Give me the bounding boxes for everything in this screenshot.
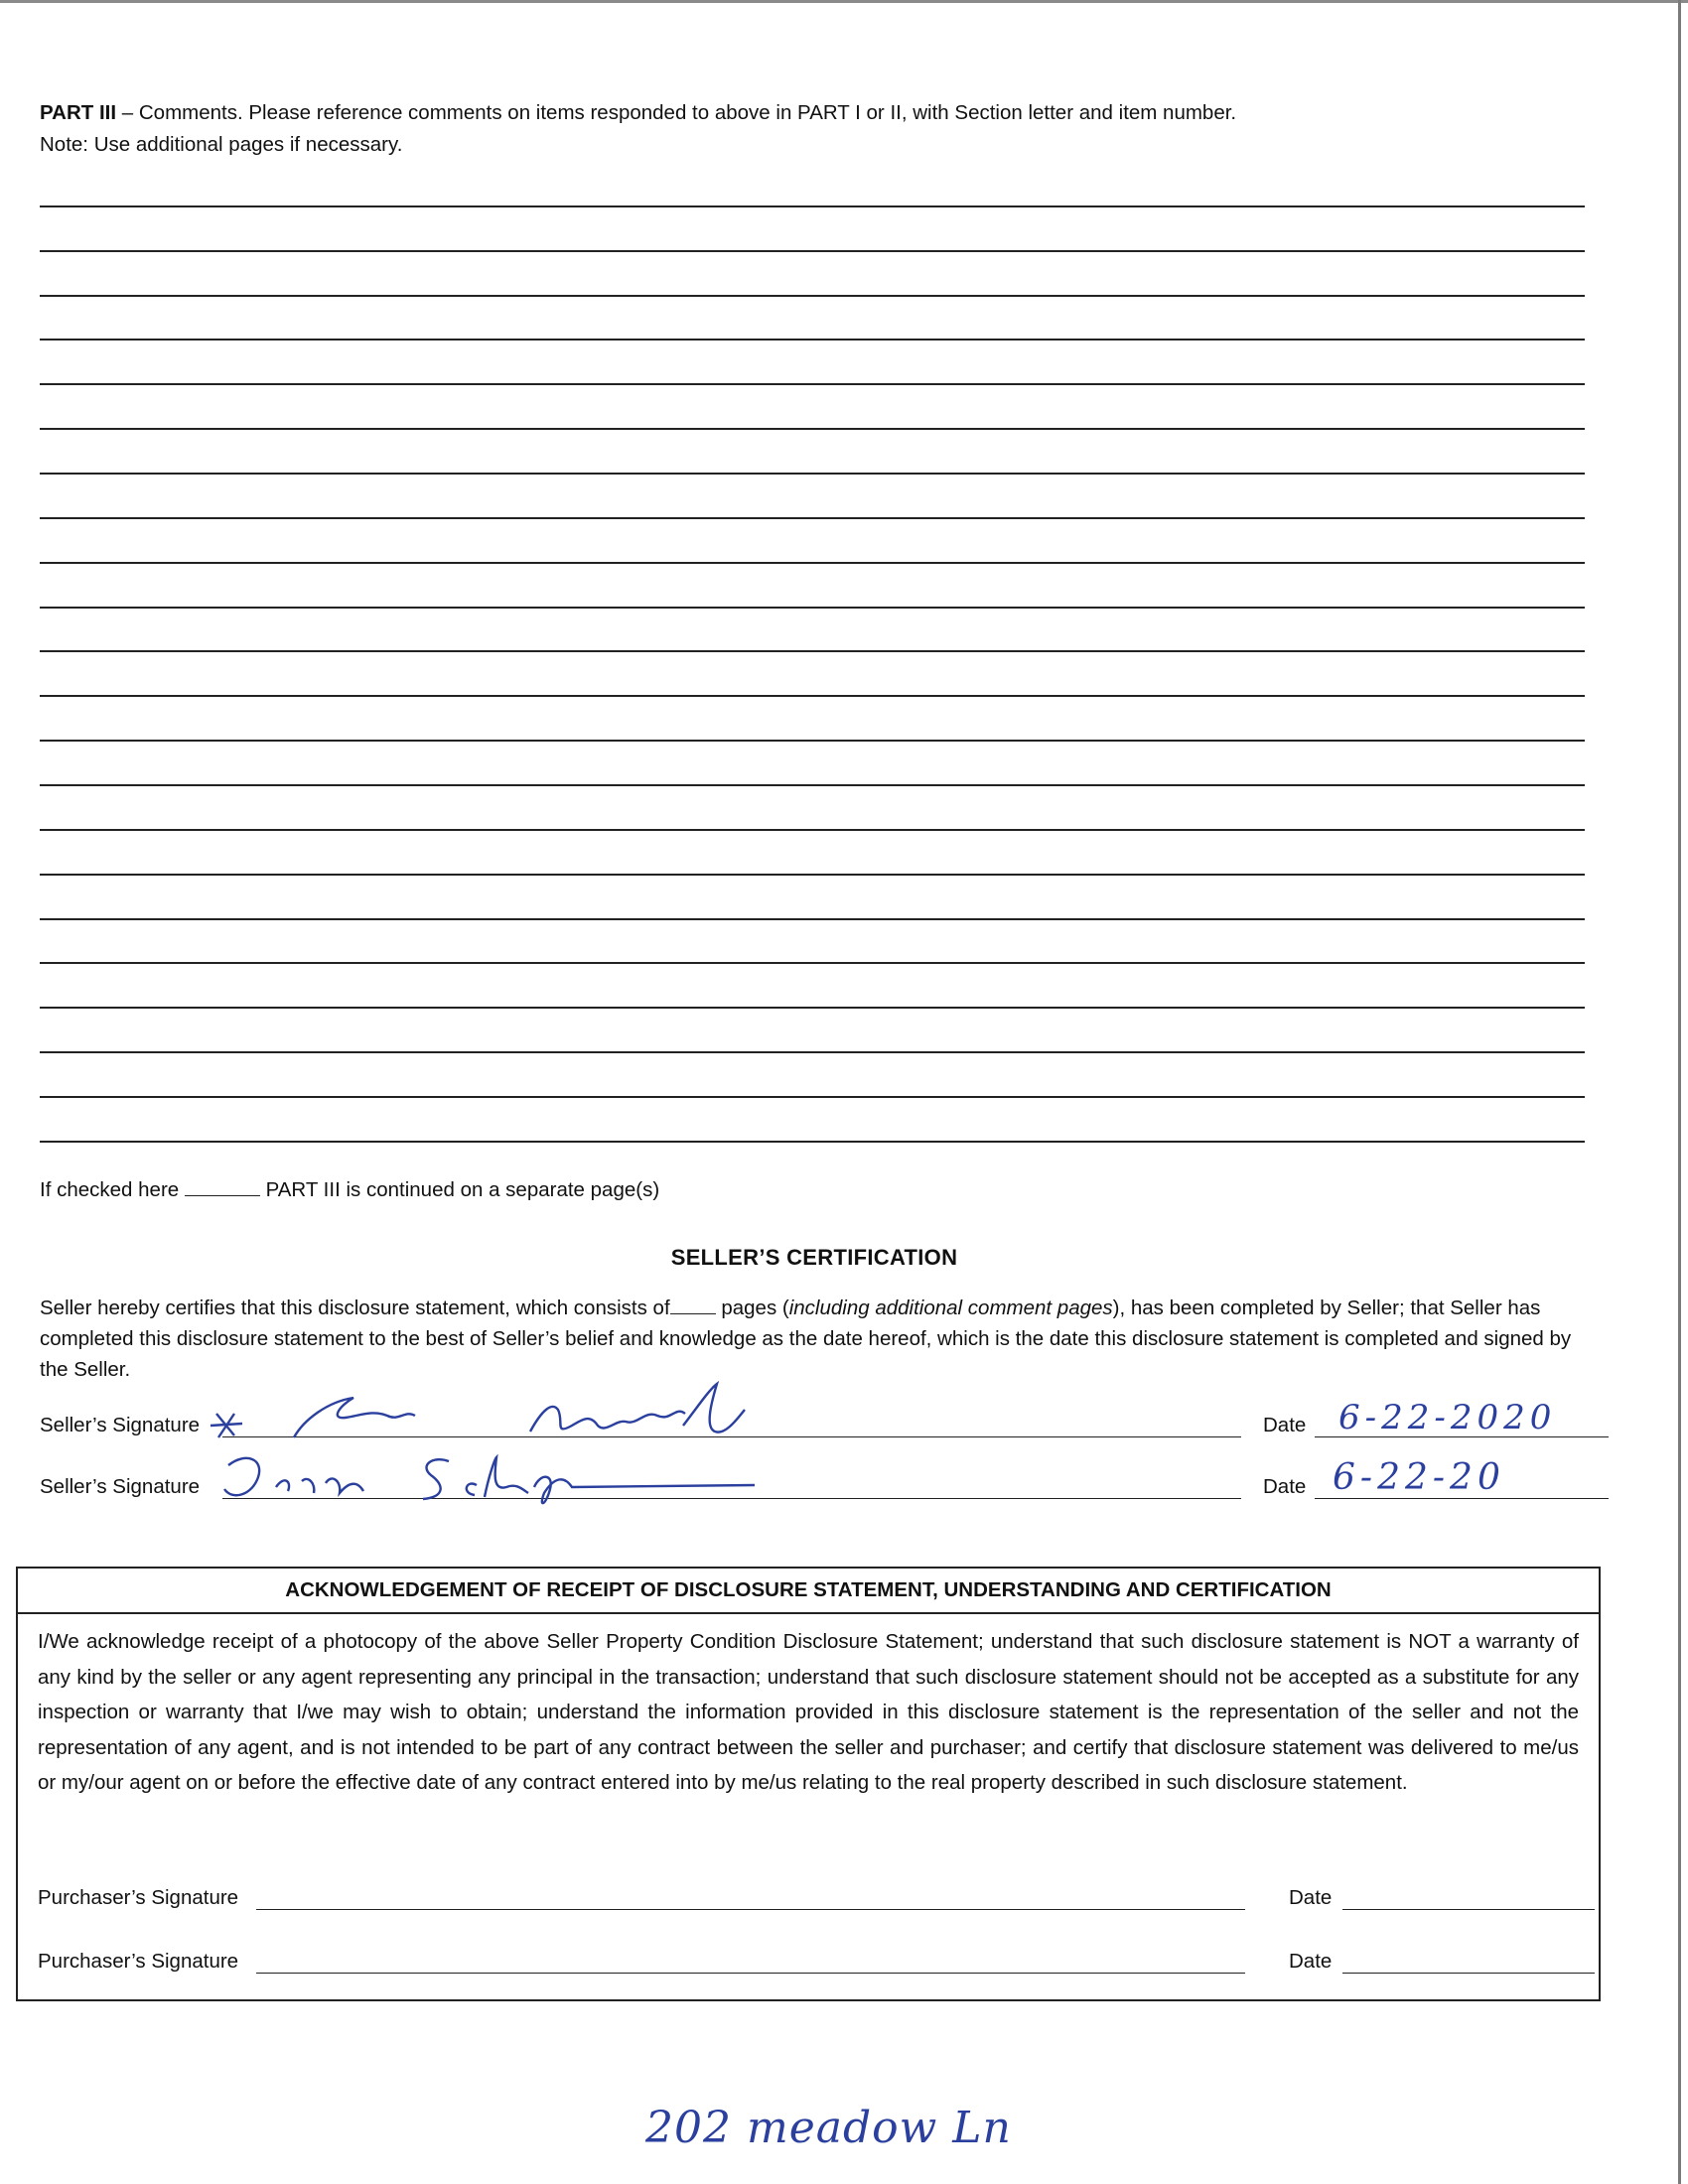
purchaser-signature-label: Purchaser’s Signature bbox=[38, 1886, 239, 1909]
certification-title: SELLER’S CERTIFICATION bbox=[670, 1245, 958, 1270]
certification-text-3: ), has been completed by Seller; that Seller has completed this disclosure statement to the best of Seller’s belief and knowledge as the date hereof, which is the date this disclosure statement is completed and signed by the Seller. bbox=[40, 1297, 1572, 1381]
continuation-prefix: If checked here bbox=[40, 1178, 180, 1201]
continuation-line bbox=[40, 1175, 659, 1204]
certification-italic: including additional comment pages bbox=[788, 1297, 1113, 1319]
part3-instructions bbox=[40, 97, 1509, 129]
comment-line[interactable] bbox=[40, 205, 1585, 207]
comment-line[interactable] bbox=[40, 607, 1585, 609]
page-count-blank[interactable] bbox=[670, 1294, 716, 1314]
seller-signature-label: Seller’s Signature bbox=[40, 1475, 201, 1498]
purchaser-date-label: Date bbox=[1289, 1886, 1333, 1909]
purchaser-date-line[interactable] bbox=[1342, 1909, 1595, 1910]
comment-line[interactable] bbox=[40, 473, 1585, 475]
comment-line[interactable] bbox=[40, 829, 1585, 831]
continuation-suffix: PART III is continued on a separate page(s) bbox=[265, 1178, 660, 1201]
comment-line[interactable] bbox=[40, 383, 1585, 385]
seller-signature-row bbox=[40, 1457, 1609, 1505]
purchaser-signature-row bbox=[38, 1940, 1587, 1979]
purchaser-signature-line[interactable] bbox=[256, 1909, 1245, 1910]
certification-text-1: Seller hereby certifies that this disclosure statement, which consists of bbox=[40, 1297, 670, 1319]
seller-signature-1-image bbox=[209, 1380, 904, 1449]
comment-line[interactable] bbox=[40, 740, 1585, 742]
seller-date-value: 6-22-2020 bbox=[1338, 1398, 1557, 1437]
seller-date-value: 6-22-20 bbox=[1333, 1457, 1505, 1498]
seller-signature-2-image bbox=[218, 1447, 774, 1511]
comment-line[interactable] bbox=[40, 250, 1585, 252]
comment-line[interactable] bbox=[40, 1096, 1585, 1098]
certification-text-2: pages ( bbox=[715, 1297, 789, 1319]
part3-note: Note: Use additional pages if necessary. bbox=[40, 133, 403, 156]
part3-text: – Comments. Please reference comments on items responded to above in PART I or II, with Section letter and item number. bbox=[116, 101, 1237, 124]
comment-line[interactable] bbox=[40, 695, 1585, 697]
comment-line[interactable] bbox=[40, 1051, 1585, 1053]
purchaser-date-label: Date bbox=[1289, 1950, 1333, 1973]
comment-line[interactable] bbox=[40, 962, 1585, 964]
comment-line[interactable] bbox=[40, 874, 1585, 876]
certification-body bbox=[40, 1293, 1599, 1385]
scan-edge-right bbox=[1678, 0, 1681, 2184]
comment-line[interactable] bbox=[40, 1007, 1585, 1009]
continuation-checkbox-blank[interactable] bbox=[185, 1175, 260, 1196]
seller-date-line[interactable] bbox=[1315, 1498, 1609, 1499]
comment-line[interactable] bbox=[40, 1141, 1585, 1143]
acknowledgement-title: ACKNOWLEDGEMENT OF RECEIPT OF DISCLOSURE STATEMENT, UNDERSTANDING AND CERTIFICATION bbox=[18, 1569, 1599, 1614]
acknowledgement-box bbox=[16, 1567, 1601, 2001]
comment-line[interactable] bbox=[40, 918, 1585, 920]
purchaser-signature-row bbox=[38, 1876, 1587, 1916]
comment-line[interactable] bbox=[40, 784, 1585, 786]
purchaser-date-line[interactable] bbox=[1342, 1973, 1595, 1974]
purchaser-signature-line[interactable] bbox=[256, 1973, 1245, 1974]
part3-label: PART III bbox=[40, 101, 117, 124]
seller-signature-row bbox=[40, 1398, 1609, 1443]
part3-header bbox=[40, 97, 1509, 161]
seller-date-label: Date bbox=[1263, 1475, 1307, 1498]
comment-line[interactable] bbox=[40, 339, 1585, 341]
comment-line[interactable] bbox=[40, 562, 1585, 564]
comment-line[interactable] bbox=[40, 295, 1585, 297]
seller-date-label: Date bbox=[1263, 1414, 1307, 1436]
scan-edge-top bbox=[0, 0, 1688, 3]
acknowledgement-body: I/We acknowledge receipt of a photocopy of the above Seller Property Condition Disclosure Statement; understand that such disclosure statement is NOT a warranty of any kind by the seller or any agent representing any principal in the transaction; understand that such disclosure statement should not be accepted as a substitute for any inspection or warranty that I/we may wish to obtain; understand the information provided in this disclosure statement is the representation of the seller and not the representation of any agent, and is not intended to be part of any contract between the seller and purchaser; and certify that disclosure statement was delivered to me/us or my/our agent on or before the effective date of any contract entered into by me/us relating to the real property described in such disclosure statement. bbox=[38, 1630, 1579, 1794]
handwritten-address: 202 meadow Ln bbox=[645, 2103, 1012, 2153]
seller-signature-label: Seller’s Signature bbox=[40, 1414, 201, 1436]
comment-line[interactable] bbox=[40, 517, 1585, 519]
comment-line[interactable] bbox=[40, 650, 1585, 652]
purchaser-signature-label: Purchaser’s Signature bbox=[38, 1950, 239, 1973]
comment-line[interactable] bbox=[40, 428, 1585, 430]
